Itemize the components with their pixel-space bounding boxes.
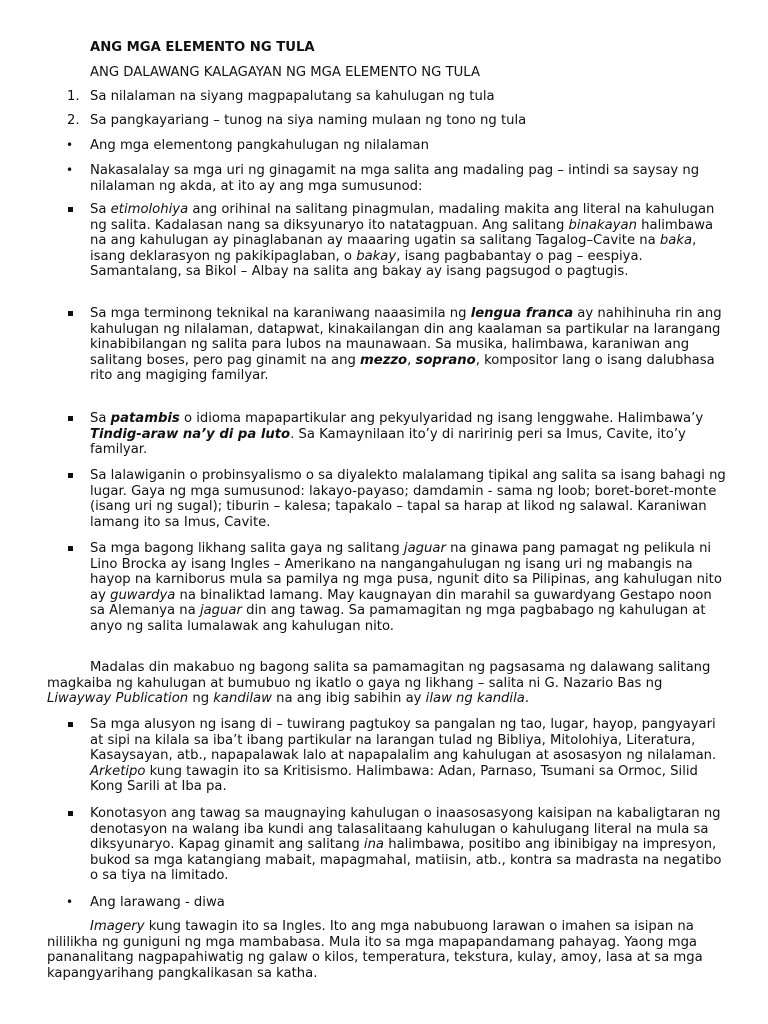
paragraph-patambis: Sa patambis o idioma mapapartikular ang pekyulyaridad ng isang lenggwahe. Halimbawa’y Tindig-araw na’y di pa luto. Sa Kamaynilaan ito’y di naririnig peri sa Imus, Cavite, ito’y familyar. [90,411,704,458]
numbered-item: Sa nilalaman na siyang magpapalutang sa kahulugan ng tula [90,89,495,104]
paragraph-etimolohiya: Sa etimolohiya ang orihinal na salitang pinagmulan, madaling makita ang literal na kahulugan ng salita. Kadalasan nang sa diksyunaryo ito natatagpuan. Ang salitang binakayan halimbawa na ang kahulugan ay pinaglabanan ay maaaring ugatin sa salitang Tagalog–Cavite na baka, isang deklarasyon ng pakikipaglaban, o bakay, isang pagbabantay o pag – eespiya. Samantalang, sa Bikol – Albay na salita ang bakay ay isang pagsugod o pagtugis. [90,202,715,280]
doc-title: ANG MGA ELEMENTO NG TULA [90,40,315,55]
square-bullet [68,811,73,816]
list-number: 2. [67,113,80,128]
round-bullet: • [66,138,74,152]
square-bullet [68,207,73,212]
paragraph-imagery: Imagery kung tawagin ito sa Ingles. Ito ang mga nabubuong larawan o imahen sa isipan na nililikha ng guniguni ng mga mambabasa. Mula ito sa mga mapapandamang pahayag. Yaong mga pananalitang nagpapahiwatig ng galaw o kilos, temperatura, tekstura, kulay, amoy, lasa at sa mga kapangyarihang pangkalikasan sa katha. [47,919,703,981]
paragraph-lengua-franca: Sa mga terminong teknikal na karaniwang naaasimila ng lengua franca ay nahihinuha rin ang kahulugan ng nilalaman, datapwat, kinakailangan din ang kaalaman sa partikular na larangang kinabibilangan ng salita para lubos na maunawaan. Sa musika, halimbawa, karaniwan ang salitang boses, pero pag ginamit na ang mezzo, soprano, kompositor lang o isang dalubhasa rito ang magiging familyar. [90,306,722,384]
paragraph-jaguar: Sa mga bagong likhang salita gaya ng salitang jaguar na ginawa pang pamagat ng pelikula ni Lino Brocka ay isang Ingles – Amerikano na nangangahulugan ng isang uri ng mabangis na hayop na karniborus mula sa pamilya ng mga pusa, ngunit dito sa Pilipinas, ang kahulugan nito ay guwardya na binaliktad lamang. May kaugnayan din marahil sa guwardyang Gestapo noon sa Alemanya na jaguar din ang tawag. Sa pamamagitan ng mga pagbabago ng kahulugan at anyo ng salita lumalawak ang kahulugan nito. [90,541,722,634]
round-bullet: • [66,895,74,909]
paragraph-lalawiganin: Sa lalawiganin o probinsyalismo o sa diyalekto malalamang tipikal ang salita sa isang bahagi ng lugar. Gaya ng mga sumusunod: lakayo-payaso; damdamin - sama ng loob; boret-boret-monte (isang uri ng sugal); tiburin – kalesa; tapakalo – tapal sa harap at likod ng salawal. Karaniwan lamang ito sa Imus, Cavite. [90,468,726,530]
paragraph-madalas: Madalas din makabuo ng bagong salita sa pamamagitan ng pagsasama ng dalawang salitang magkaiba ng kahulugan at bumubuo ng ikatlo o gaya ng likhang – salita ni G. Nazario Bas ng Liwayway Publication ng kandilaw na ang ibig sabihin ay ilaw ng kandila. [47,660,711,707]
paragraph-konotasyon: Konotasyon ang tawag sa maugnaying kahulugan o inaasosasyong kaisipan na kabaligtaran ng denotasyon na walang iba kundi ang talasalitaang kahulugan o kahulugang literal na mula sa diksyunaryo. Kapag ginamit ang salitang ina halimbawa, positibo ang ibinibigay na impresyon, bukod sa mga katangiang mabait, mapagmahal, matiisin, atb., kontra sa madrasta na negatibo o sa tiya na limitado. [90,806,722,884]
numbered-item: Sa pangkayariang – tunog na siya naming mulaan ng tono ng tula [90,113,527,128]
square-bullet [68,722,73,727]
round-bullet: • [66,163,74,177]
doc-subtitle: ANG DALAWANG KALAGAYAN NG MGA ELEMENTO NG TULA [90,65,480,80]
square-bullet [68,546,73,551]
paragraph-alusyon: Sa mga alusyon ng isang di – tuwirang pagtukoy sa pangalan ng tao, lugar, hayop, pangyayari at sipi na kilala sa iba’t ibang partikular na larangan tulad ng Bibliya, Mitolohiya, Literatura, Kasaysayan, atb., napapalawak lalo at napapalalim ang kahulugan at asosasyon ng nilalaman. Arketipo kung tawagin ito sa Kritisismo. Halimbawa: Adan, Parnaso, Tsumani sa Ormoc, Silid Kong Sarili at Iba pa. [90,717,717,795]
list-number: 1. [67,89,80,104]
square-bullet [68,473,73,478]
bullet-item: Ang larawang - diwa [90,895,225,910]
bullet-item: Nakasalalay sa mga uri ng ginagamit na mga salita ang madaling pag – intindi sa saysay ng nilalaman ng akda, at ito ay ang mga sumusunod: [90,163,700,194]
square-bullet [68,311,73,316]
square-bullet [68,416,73,421]
bullet-item: Ang mga elementong pangkahulugan ng nilalaman [90,138,429,153]
